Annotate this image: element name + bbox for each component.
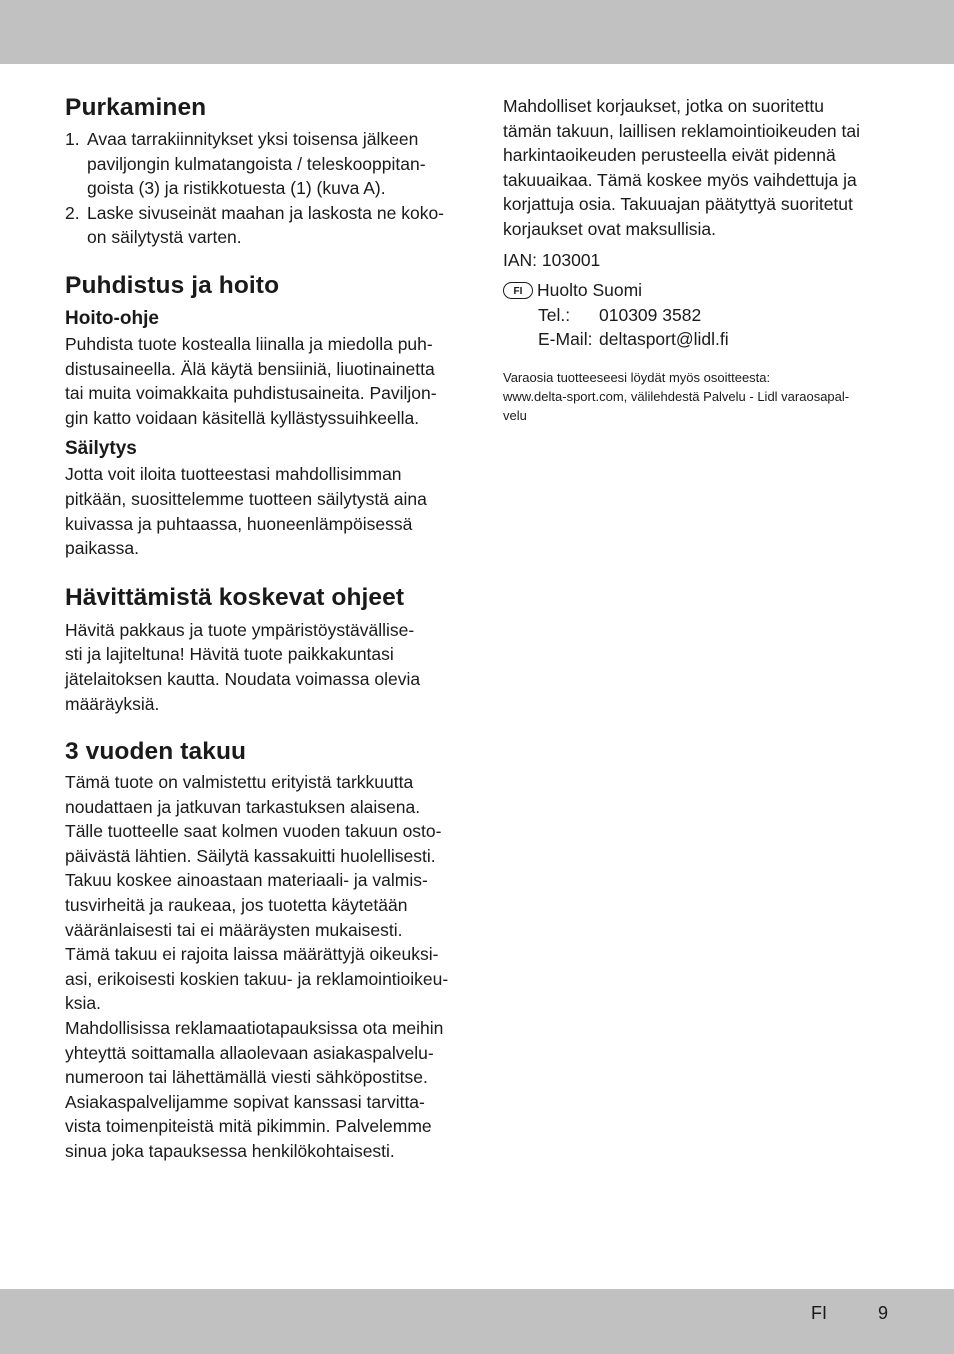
text-line: Varaosia tuotteeseesi löydät myös osoitteesta: — [503, 369, 771, 385]
phone-label: Tel.: — [538, 304, 571, 325]
service-line — [503, 278, 883, 303]
text-line: Mahdolliset korjaukset, jotka on suoritettu — [503, 96, 824, 116]
text-line: määräyksiä. — [65, 693, 160, 714]
steps-list — [65, 127, 453, 250]
text-line: tai muita voimakkaita puhdistusaineita. Paviljon- — [65, 383, 437, 404]
country-badge: FI — [503, 282, 533, 299]
text-line: tämän takuun, laillisen reklamointioikeuden tai — [503, 120, 861, 141]
spare-parts-note — [503, 368, 883, 425]
text-line: kuivassa ja puhtaassa, huoneenlämpöisessä — [65, 513, 413, 534]
step-number: 2. — [65, 202, 80, 223]
step-number: 1. — [65, 129, 80, 149]
step-line: Avaa tarrakiinnitykset yksi toisensa jälkeen — [87, 129, 419, 149]
paragraph-korjaukset — [503, 94, 883, 242]
text-line: Jotta voit iloita tuotteestasi mahdollisimman — [65, 464, 402, 485]
step-line: on säilytystä varten. — [87, 227, 242, 248]
phone-value: 010309 3582 — [599, 304, 702, 325]
text-line: korjaukset ovat maksullisia. — [503, 218, 716, 239]
text-line: vääränlaisesti tai ei määräysten mukaisesti. — [65, 919, 403, 940]
text-line: päivästä lähtien. Säilytä kassakuitti huolellisesti. — [65, 845, 436, 866]
heading-purkaminen: Purkaminen — [65, 94, 207, 121]
text-line: Tämä takuu ei rajoita laissa määrättyjä oikeuksi- — [65, 944, 439, 965]
text-line: jätelaitoksen kautta. Noudata voimassa olevia — [65, 668, 421, 689]
heading-puhdistus: Puhdistus ja hoito — [65, 271, 280, 299]
text-line: yhteyttä soittamalla allaolevaan asiakaspalvelu- — [65, 1042, 434, 1063]
text-line: tusvirheitä ja raukeaa, jos tuotetta käytetään — [65, 895, 408, 916]
right-column — [503, 94, 883, 425]
text-line: Hävitä pakkaus ja tuote ympäristöystävällise- — [65, 619, 415, 640]
text-line: takuuaikaa. Tämä koskee myös vaihdettuja ja — [503, 169, 857, 190]
text-line: sti ja lajiteltuna! Hävitä tuote paikkakuntasi — [65, 644, 394, 665]
paragraph-takuu — [65, 770, 453, 1164]
text-line: Mahdollisissa reklamaatiotapauksissa ota meihin — [65, 1018, 444, 1039]
text-line: velu — [503, 407, 527, 423]
paragraph-havittaminen — [65, 618, 453, 716]
email-line — [503, 327, 883, 352]
text-line: harkintaoikeuden perusteella eivät pidennä — [503, 145, 836, 166]
service-block — [503, 278, 883, 352]
paragraph-hoito — [65, 332, 453, 430]
text-line: Puhdista tuote kostealla liinalla ja miedolla puh- — [65, 333, 433, 354]
text-line: vista toimenpiteistä mitä pikimmin. Palvelemme — [65, 1116, 432, 1137]
step-line: Laske sivuseinät maahan ja laskosta ne koko- — [87, 202, 445, 223]
ian-number: IAN: 103001 — [503, 249, 601, 270]
email-label: E-Mail: — [538, 329, 593, 350]
text-line: gin katto voidaan käsitellä kyllästyssuihkeella. — [65, 407, 420, 428]
text-line: korjattuja osia. Takuuajan päätyttyä suoritetut — [503, 194, 853, 215]
subheading-sailytys: Säilytys — [65, 438, 137, 460]
text-line: www.delta-sport.com, välilehdestä Palvelu - Lidl varaosapal- — [503, 388, 850, 404]
step-line: goista (3) ja ristikkotuesta (1) (kuva A). — [87, 178, 386, 199]
service-name: Huolto Suomi — [537, 280, 643, 301]
heading-havittaminen: Hävittämistä koskevat ohjeet — [65, 583, 405, 611]
text-line: sinua joka tapauksessa henkilökohtaisesti. — [65, 1141, 395, 1161]
list-item — [65, 127, 453, 201]
step-line: paviljongin kulmatangoista / teleskooppitan- — [87, 153, 426, 174]
paragraph-sailytys — [65, 462, 453, 560]
text-line: pitkään, suosittelemme tuotteen säilytystä aina — [65, 488, 427, 509]
text-line: Asiakaspalvelijamme sopivat kanssasi tarvitta- — [65, 1091, 425, 1112]
text-line: Takuu koskee ainoastaan materiaali- ja valmis- — [65, 870, 428, 891]
footer-language: FI — [811, 1303, 827, 1323]
text-line: noudattaen ja jatkuvan tarkastuksen alaisena. — [65, 796, 421, 817]
header-band — [0, 0, 954, 64]
page-number: 9 — [878, 1303, 889, 1323]
heading-takuu: 3 vuoden takuu — [65, 738, 247, 766]
text-line: ksia. — [65, 993, 101, 1014]
text-line: asi, erikoisesti koskien takuu- ja reklamointioikeu- — [65, 968, 449, 989]
text-line: Tämä tuote on valmistettu erityistä tarkkuutta — [65, 772, 414, 793]
left-column — [65, 92, 453, 1164]
text-line: numeroon tai lähettämällä viesti sähköpostitse. — [65, 1067, 428, 1088]
list-item — [65, 201, 453, 250]
email-value: deltasport@lidl.fi — [599, 329, 729, 350]
text-line: paikassa. — [65, 538, 139, 559]
phone-line — [503, 303, 883, 328]
subheading-hoito: Hoito-ohje — [65, 307, 159, 329]
text-line: Tälle tuotteelle saat kolmen vuoden takuun osto- — [65, 821, 442, 842]
text-line: distusaineella. Älä käytä bensiiniä, liuotinainetta — [65, 358, 435, 379]
